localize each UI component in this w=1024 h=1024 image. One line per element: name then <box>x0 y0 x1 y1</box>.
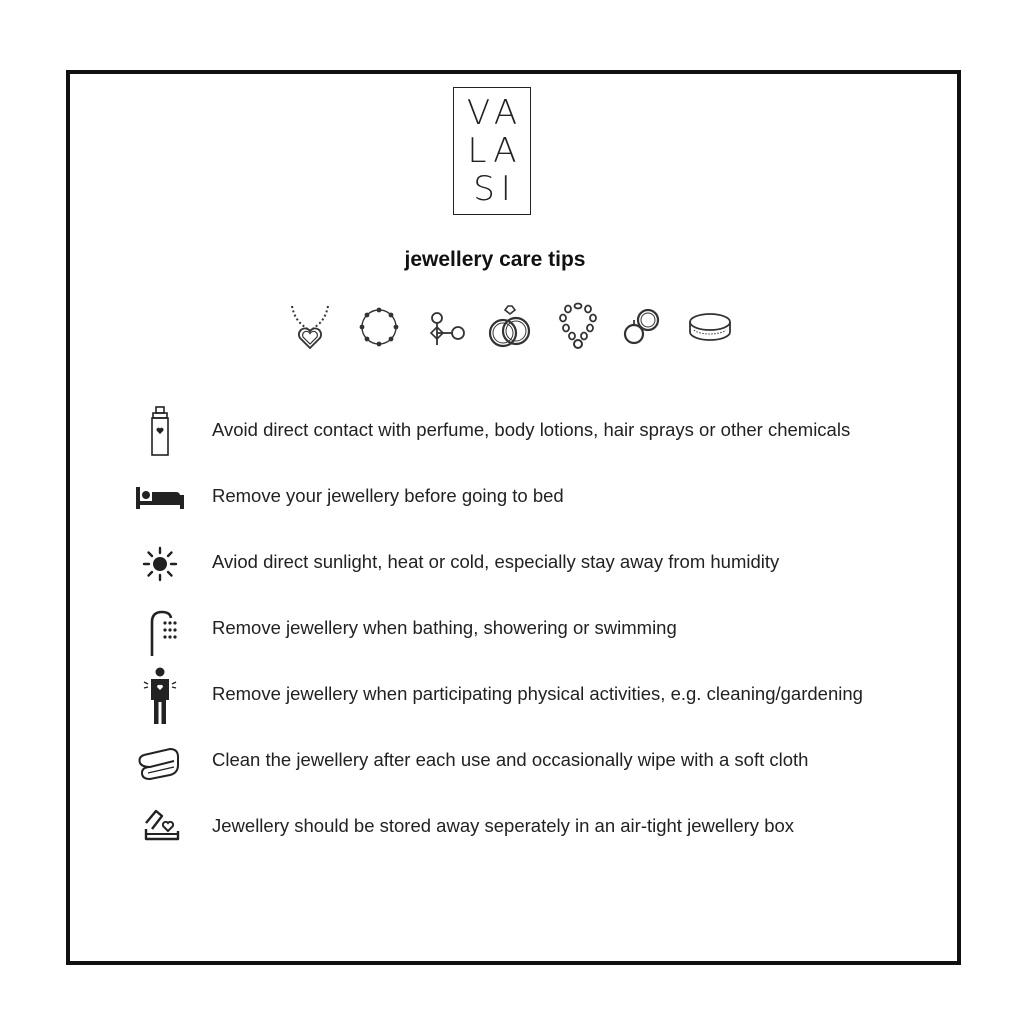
page-title: jewellery care tips <box>404 248 586 271</box>
chain-necklace-icon <box>555 300 601 352</box>
heart-necklace-icon <box>287 300 333 352</box>
tip-text-cleaning: Clean the jewellery after each use and occasionally wipe with a soft cloth <box>212 749 809 770</box>
logo-line-3: SI <box>473 169 517 209</box>
care-tip-row <box>0 471 1024 521</box>
care-tip-row <box>0 669 1024 719</box>
wedding-rings-icon <box>486 300 534 352</box>
tip-text-bed: Remove your jewellery before going to bed <box>212 485 564 506</box>
jewellery-box-icon <box>134 801 186 851</box>
care-tip-row <box>0 735 1024 785</box>
logo-line-2: LA <box>467 131 523 171</box>
stud-earring-icon <box>422 300 470 352</box>
bead-bracelet-icon <box>355 300 403 352</box>
jewellery-icon-row <box>0 300 1024 360</box>
tip-text-activities: Remove jewellery when participating physical activities, e.g. cleaning/gardening <box>212 683 863 704</box>
care-tip-row <box>0 405 1024 455</box>
logo-line-1: VA <box>466 93 524 133</box>
care-tip-row <box>0 801 1024 851</box>
tip-text-storage: Jewellery should be stored away seperately in an air-tight jewellery box <box>212 815 795 836</box>
cuff-ring-icon <box>686 300 734 352</box>
brand-logo <box>453 87 531 215</box>
person-icon <box>134 665 186 727</box>
tip-text-sunlight: Aviod direct sunlight, heat or cold, especially stay away from humidity <box>212 551 780 572</box>
sun-icon <box>134 537 186 587</box>
perfume-bottle-icon <box>134 400 186 460</box>
shower-icon <box>134 601 186 657</box>
folded-cloth-icon <box>134 735 186 785</box>
tip-text-perfume: Avoid direct contact with perfume, body lotions, hair sprays or other chemicals <box>212 419 851 440</box>
tip-text-bathing: Remove jewellery when bathing, showering or swimming <box>212 617 677 638</box>
bed-icon <box>134 471 186 521</box>
care-tip-row <box>0 537 1024 587</box>
care-tip-row <box>0 603 1024 653</box>
hoop-earrings-icon <box>620 300 666 352</box>
